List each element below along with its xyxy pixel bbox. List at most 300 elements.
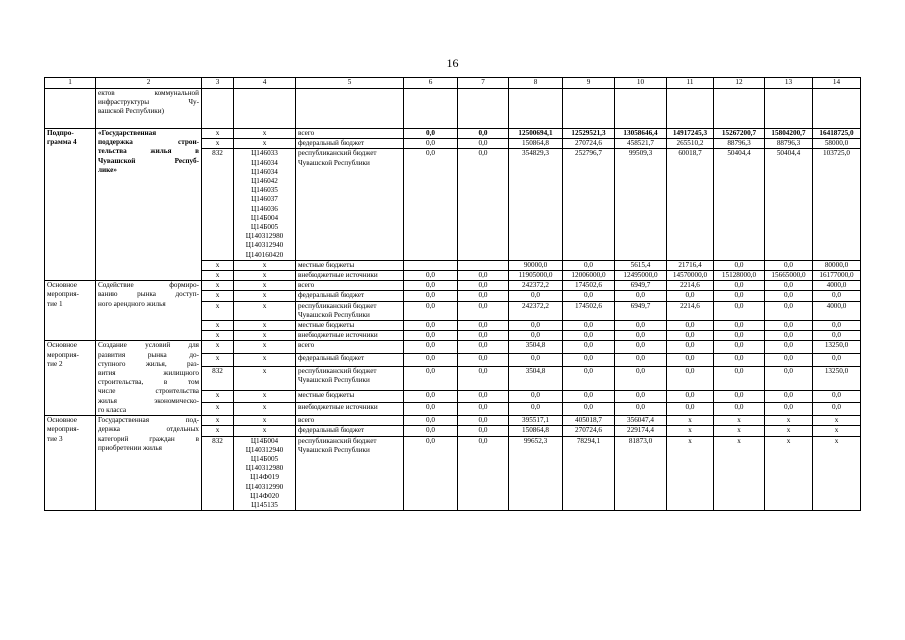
- text-line: Ц145135: [251, 500, 278, 509]
- text-line: Ц14Ф020: [250, 491, 279, 500]
- section-name-cell: [96, 416, 202, 511]
- amount-cell: 0,0: [563, 331, 615, 341]
- amount-cell: 0,0: [563, 354, 615, 367]
- budget-code-cell: x: [234, 390, 296, 403]
- budget-code-cell: x: [234, 321, 296, 331]
- empty-cell: [667, 89, 714, 129]
- amount-cell: 0,0: [765, 301, 813, 320]
- funding-source-cell: местные бюджеты: [296, 321, 404, 331]
- amount-cell: 0,0: [509, 291, 563, 301]
- amount-cell: 0,0: [458, 301, 509, 320]
- amount-cell: x: [813, 426, 861, 436]
- budget-code-cell: x: [234, 129, 296, 139]
- amount-cell: 0,0: [458, 149, 509, 260]
- text-line: Государственная под-: [98, 416, 199, 425]
- text-line: тие 2: [47, 359, 63, 368]
- ministry-code-cell: x: [202, 260, 234, 270]
- text-line: Ц146042: [251, 177, 278, 186]
- amount-cell: 0,0: [615, 321, 667, 331]
- amount-cell: 0,0: [404, 291, 458, 301]
- section-label-cell: [45, 416, 96, 511]
- budget-code-cell: x: [234, 403, 296, 416]
- text-line: держка отдельных: [98, 425, 199, 434]
- budget-code-cell: x: [234, 354, 296, 367]
- amount-cell: 13250,0: [813, 341, 861, 354]
- text-line: приобретении жилья: [98, 443, 162, 452]
- amount-cell: 0,0: [563, 260, 615, 270]
- amount-cell: 0,0: [563, 403, 615, 416]
- column-number: 1: [45, 78, 96, 89]
- amount-cell: 5615,4: [615, 260, 667, 270]
- funding-source-cell: всего: [296, 341, 404, 354]
- text-line: го класса: [98, 405, 127, 414]
- text-line: поддержка строи-: [98, 138, 199, 147]
- budget-code-cell: x: [234, 281, 296, 291]
- amount-cell: 0,0: [765, 260, 813, 270]
- amount-cell: 13058646,4: [615, 129, 667, 139]
- amount-cell: 0,0: [615, 390, 667, 403]
- amount-cell: 0,0: [404, 341, 458, 354]
- amount-cell: 0,0: [765, 341, 813, 354]
- text-line: тельства жилья в: [98, 147, 199, 156]
- empty-cell: [45, 89, 96, 129]
- column-number: 3: [202, 78, 234, 89]
- amount-cell: 81873,0: [615, 436, 667, 511]
- amount-cell: 0,0: [714, 390, 765, 403]
- amount-cell: 0,0: [404, 403, 458, 416]
- amount-cell: 50404,4: [765, 149, 813, 260]
- column-number: 4: [234, 78, 296, 89]
- amount-cell: 0,0: [765, 354, 813, 367]
- text-line: Основное: [47, 416, 77, 425]
- text-line: Ц146034: [251, 158, 278, 167]
- amount-cell: 0,0: [714, 301, 765, 320]
- budget-code-cell: x: [234, 331, 296, 341]
- amount-cell: 0,0: [765, 403, 813, 416]
- funding-source-cell: всего: [296, 416, 404, 426]
- amount-cell: 4000,0: [813, 281, 861, 291]
- column-number: 12: [714, 78, 765, 89]
- text-line: Ц146037: [251, 195, 278, 204]
- empty-cell: [563, 89, 615, 129]
- amount-cell: 16177000,0: [813, 271, 861, 281]
- amount-cell: 0,0: [563, 291, 615, 301]
- amount-cell: 60018,7: [667, 149, 714, 260]
- amount-cell: x: [813, 416, 861, 426]
- ministry-code-cell: x: [202, 331, 234, 341]
- amount-cell: 354829,3: [509, 149, 563, 260]
- amount-cell: 0,0: [615, 291, 667, 301]
- amount-cell: 21716,4: [667, 260, 714, 270]
- amount-cell: 6949,7: [615, 281, 667, 291]
- amount-cell: x: [714, 416, 765, 426]
- amount-cell: 0,0: [667, 390, 714, 403]
- amount-cell: 0,0: [714, 403, 765, 416]
- amount-cell: 0,0: [765, 331, 813, 341]
- amount-cell: 0,0: [714, 281, 765, 291]
- text-line: Ц140312940: [245, 445, 284, 454]
- amount-cell: x: [813, 436, 861, 511]
- amount-cell: x: [714, 436, 765, 511]
- amount-cell: 0,0: [615, 331, 667, 341]
- amount-cell: 80000,0: [813, 260, 861, 270]
- text-line: Ц146036: [251, 204, 278, 213]
- amount-cell: 0,0: [667, 291, 714, 301]
- amount-cell: 0,0: [667, 354, 714, 367]
- amount-cell: x: [714, 426, 765, 436]
- ministry-code-cell: x: [202, 321, 234, 331]
- amount-cell: 150864,8: [509, 139, 563, 149]
- section-label-cell: [45, 129, 96, 281]
- amount-cell: 0,0: [563, 390, 615, 403]
- budget-row: [45, 416, 861, 426]
- amount-cell: x: [765, 426, 813, 436]
- ministry-code-cell: x: [202, 271, 234, 281]
- amount-cell: 0,0: [765, 321, 813, 331]
- amount-cell: 0,0: [813, 354, 861, 367]
- funding-source-cell: местные бюджеты: [296, 260, 404, 270]
- amount-cell: 0,0: [714, 366, 765, 390]
- ministry-code-cell: x: [202, 301, 234, 320]
- ministry-code-cell: x: [202, 426, 234, 436]
- amount-cell: 88796,3: [765, 139, 813, 149]
- amount-cell: 58000,0: [813, 139, 861, 149]
- funding-source-cell: федеральный бюджет: [296, 354, 404, 367]
- amount-cell: 0,0: [458, 129, 509, 139]
- amount-cell: 458521,7: [615, 139, 667, 149]
- empty-cell: [509, 89, 563, 129]
- empty-cell: [202, 89, 234, 129]
- amount-cell: 2214,6: [667, 301, 714, 320]
- funding-source-cell: внебюджетные источники: [296, 403, 404, 416]
- text-line: Подпро-: [47, 129, 74, 137]
- ministry-code-cell: 832: [202, 436, 234, 511]
- budget-code-cell: x: [234, 416, 296, 426]
- funding-source-cell: федеральный бюджет: [296, 426, 404, 436]
- text-line: ванию рынка доступ-: [98, 290, 199, 299]
- empty-cell: [765, 89, 813, 129]
- empty-cell: [234, 89, 296, 129]
- amount-cell: 0,0: [458, 390, 509, 403]
- amount-cell: 395517,1: [509, 416, 563, 426]
- amount-cell: 0,0: [714, 260, 765, 270]
- amount-cell: 150864,8: [509, 426, 563, 436]
- ministry-code-cell: x: [202, 403, 234, 416]
- amount-cell: 4000,0: [813, 301, 861, 320]
- amount-cell: 0,0: [404, 426, 458, 436]
- amount-cell: 0,0: [458, 354, 509, 367]
- text-line: грамма 4: [47, 138, 77, 147]
- amount-cell: 265510,2: [667, 139, 714, 149]
- amount-cell: 0,0: [667, 403, 714, 416]
- amount-cell: 0,0: [765, 281, 813, 291]
- amount-cell: 0,0: [509, 390, 563, 403]
- amount-cell: 0,0: [714, 331, 765, 341]
- section-name-cell: [96, 281, 202, 341]
- text-line: Ц14Б005: [250, 223, 279, 232]
- ministry-code-cell: x: [202, 139, 234, 149]
- column-number: 5: [296, 78, 404, 89]
- amount-cell: 12500694,1: [509, 129, 563, 139]
- amount-cell: x: [667, 436, 714, 511]
- amount-cell: 0,0: [458, 366, 509, 390]
- amount-cell: 14570000,0: [667, 271, 714, 281]
- budget-code-cell: x: [234, 341, 296, 354]
- amount-cell: 0,0: [404, 149, 458, 260]
- amount-cell: x: [765, 436, 813, 511]
- column-number: 10: [615, 78, 667, 89]
- text-line: числе строительства: [98, 387, 199, 396]
- column-number: 9: [563, 78, 615, 89]
- amount-cell: 15128000,0: [714, 271, 765, 281]
- amount-cell: 0,0: [458, 271, 509, 281]
- amount-cell: x: [667, 416, 714, 426]
- amount-cell: 0,0: [458, 321, 509, 331]
- amount-cell: 0,0: [404, 301, 458, 320]
- amount-cell: 0,0: [615, 403, 667, 416]
- amount-cell: 356047,4: [615, 416, 667, 426]
- funding-source-cell: республиканский бюджет Чувашской Республики: [296, 301, 404, 320]
- amount-cell: 0,0: [458, 426, 509, 436]
- amount-cell: [404, 260, 458, 270]
- funding-source-cell: внебюджетные источники: [296, 271, 404, 281]
- text-line: Ц140312980: [245, 464, 284, 473]
- amount-cell: 0,0: [509, 403, 563, 416]
- budget-code-cell: x: [234, 291, 296, 301]
- amount-cell: 0,0: [667, 331, 714, 341]
- text-line: Основное: [47, 341, 77, 350]
- amount-cell: 0,0: [765, 291, 813, 301]
- amount-cell: 99509,3: [615, 149, 667, 260]
- amount-cell: 0,0: [404, 331, 458, 341]
- text-line: ектов коммунальной: [98, 89, 199, 97]
- amount-cell: 0,0: [404, 390, 458, 403]
- text-line: Ц140312940: [245, 241, 284, 250]
- amount-cell: 0,0: [404, 321, 458, 331]
- column-number: 11: [667, 78, 714, 89]
- amount-cell: 0,0: [458, 403, 509, 416]
- budget-codes-cell: [234, 436, 296, 511]
- text-line: Ц146033: [251, 149, 278, 158]
- amount-cell: 0,0: [813, 390, 861, 403]
- text-line: инфраструктуры Чу-: [98, 98, 199, 107]
- amount-cell: 0,0: [765, 366, 813, 390]
- ministry-code-cell: 832: [202, 366, 234, 390]
- amount-cell: 0,0: [458, 281, 509, 291]
- text-line: развития рынка до-: [98, 350, 199, 359]
- section-name-cell: [96, 129, 202, 281]
- amount-cell: 3504,8: [509, 341, 563, 354]
- amount-cell: 174502,6: [563, 281, 615, 291]
- ministry-code-cell: x: [202, 390, 234, 403]
- ministry-code-cell: x: [202, 354, 234, 367]
- amount-cell: 242372,2: [509, 281, 563, 291]
- amount-cell: 16418725,0: [813, 129, 861, 139]
- amount-cell: 12495000,0: [615, 271, 667, 281]
- amount-cell: 0,0: [458, 341, 509, 354]
- column-number: 14: [813, 78, 861, 89]
- empty-cell: [615, 89, 667, 129]
- funding-source-cell: местные бюджеты: [296, 390, 404, 403]
- amount-cell: 13250,0: [813, 366, 861, 390]
- amount-cell: 0,0: [615, 366, 667, 390]
- budget-code-cell: x: [234, 139, 296, 149]
- amount-cell: 90000,0: [509, 260, 563, 270]
- section-label-cell: [45, 281, 96, 341]
- amount-cell: 0,0: [813, 291, 861, 301]
- budget-table: [44, 77, 861, 511]
- ministry-code-cell: x: [202, 281, 234, 291]
- funding-source-cell: всего: [296, 281, 404, 291]
- amount-cell: 88796,3: [714, 139, 765, 149]
- text-line: категорий граждан в: [98, 434, 199, 443]
- amount-cell: 270724,6: [563, 426, 615, 436]
- text-line: мероприя-: [47, 290, 79, 299]
- text-line: Ц146035: [251, 186, 278, 195]
- program-name-cell: [96, 89, 202, 129]
- text-line: тие 3: [47, 434, 63, 443]
- amount-cell: 0,0: [667, 366, 714, 390]
- amount-cell: 15804200,7: [765, 129, 813, 139]
- budget-code-cell: x: [234, 426, 296, 436]
- text-line: ного арендного жилья: [98, 299, 166, 308]
- text-line: Чувашской Респуб-: [98, 156, 199, 165]
- amount-cell: 0,0: [714, 321, 765, 331]
- text-line: Ц14Ф019: [250, 473, 279, 482]
- funding-source-cell: республиканский бюджет Чувашской Республики: [296, 436, 404, 511]
- text-line: мероприя-: [47, 425, 79, 434]
- text-line: лике»: [98, 165, 117, 174]
- column-number-row: [45, 78, 861, 89]
- amount-cell: 0,0: [813, 321, 861, 331]
- text-line: вития жилищного: [98, 369, 199, 378]
- amount-cell: 0,0: [714, 354, 765, 367]
- amount-cell: x: [667, 426, 714, 436]
- amount-cell: 0,0: [509, 354, 563, 367]
- funding-source-cell: республиканский бюджет Чувашской Республики: [296, 149, 404, 260]
- text-line: Ц14Б005: [250, 454, 279, 463]
- amount-cell: [458, 260, 509, 270]
- continuation-row: [45, 89, 861, 129]
- amount-cell: 0,0: [404, 281, 458, 291]
- text-line: строительства, в том: [98, 378, 199, 387]
- column-number: 2: [96, 78, 202, 89]
- text-line: Создание условий для: [98, 341, 199, 350]
- amount-cell: 0,0: [404, 354, 458, 367]
- amount-cell: 15267200,7: [714, 129, 765, 139]
- budget-code-cell: x: [234, 271, 296, 281]
- text-line: Ц140312990: [245, 482, 284, 491]
- amount-cell: 0,0: [667, 341, 714, 354]
- amount-cell: 0,0: [765, 390, 813, 403]
- text-line: «Государственная: [98, 129, 157, 137]
- amount-cell: 99652,3: [509, 436, 563, 511]
- amount-cell: 0,0: [458, 331, 509, 341]
- amount-cell: 50404,4: [714, 149, 765, 260]
- budget-row: [45, 281, 861, 291]
- amount-cell: 15665000,0: [765, 271, 813, 281]
- amount-cell: 0,0: [458, 416, 509, 426]
- empty-cell: [404, 89, 458, 129]
- amount-cell: 78294,1: [563, 436, 615, 511]
- amount-cell: 0,0: [404, 139, 458, 149]
- section-name-cell: [96, 341, 202, 416]
- empty-cell: [714, 89, 765, 129]
- ministry-code-cell: x: [202, 341, 234, 354]
- text-line: Ц14Б004: [250, 213, 279, 222]
- budget-code-cell: x: [234, 301, 296, 320]
- amount-cell: 242372,2: [509, 301, 563, 320]
- ministry-code-cell: x: [202, 291, 234, 301]
- amount-cell: 270724,6: [563, 139, 615, 149]
- amount-cell: 229174,4: [615, 426, 667, 436]
- text-line: Ц140312980: [245, 232, 284, 241]
- amount-cell: 2214,6: [667, 281, 714, 291]
- funding-source-cell: республиканский бюджет Чувашской Республики: [296, 366, 404, 390]
- column-number: 8: [509, 78, 563, 89]
- amount-cell: 252796,7: [563, 149, 615, 260]
- amount-cell: 12529521,3: [563, 129, 615, 139]
- text-line: мероприя-: [47, 350, 79, 359]
- budget-row: [45, 341, 861, 354]
- amount-cell: 0,0: [458, 291, 509, 301]
- amount-cell: 0,0: [404, 271, 458, 281]
- amount-cell: 174502,6: [563, 301, 615, 320]
- amount-cell: 0,0: [404, 129, 458, 139]
- amount-cell: 0,0: [509, 331, 563, 341]
- amount-cell: 6949,7: [615, 301, 667, 320]
- budget-code-cell: x: [234, 260, 296, 270]
- column-number: 7: [458, 78, 509, 89]
- text-line: Основное: [47, 281, 77, 290]
- amount-cell: 405018,7: [563, 416, 615, 426]
- funding-source-cell: всего: [296, 129, 404, 139]
- amount-cell: 11905000,0: [509, 271, 563, 281]
- empty-cell: [813, 89, 861, 129]
- text-line: жилья экономическо-: [98, 396, 199, 405]
- amount-cell: 0,0: [714, 341, 765, 354]
- amount-cell: 0,0: [563, 366, 615, 390]
- ministry-code-cell: x: [202, 129, 234, 139]
- empty-cell: [458, 89, 509, 129]
- text-line: тие 1: [47, 299, 63, 308]
- funding-source-cell: федеральный бюджет: [296, 139, 404, 149]
- amount-cell: x: [765, 416, 813, 426]
- amount-cell: 0,0: [813, 331, 861, 341]
- budget-codes-cell: [234, 149, 296, 260]
- amount-cell: 0,0: [404, 416, 458, 426]
- amount-cell: 0,0: [509, 321, 563, 331]
- amount-cell: 0,0: [615, 354, 667, 367]
- text-line: Ц146034: [251, 167, 278, 176]
- amount-cell: 103725,0: [813, 149, 861, 260]
- funding-source-cell: внебюджетные источники: [296, 331, 404, 341]
- amount-cell: 0,0: [563, 341, 615, 354]
- page-number: 16: [446, 56, 459, 70]
- amount-cell: 0,0: [404, 366, 458, 390]
- text-line: Ц140160420: [245, 250, 284, 259]
- text-line: ступного жилья, раз-: [98, 359, 199, 368]
- amount-cell: 3504,8: [509, 366, 563, 390]
- budget-row: [45, 129, 861, 139]
- funding-source-cell: федеральный бюджет: [296, 291, 404, 301]
- column-number: 6: [404, 78, 458, 89]
- amount-cell: 0,0: [714, 291, 765, 301]
- amount-cell: 0,0: [563, 321, 615, 331]
- amount-cell: 0,0: [458, 436, 509, 511]
- empty-cell: [296, 89, 404, 129]
- text-line: вашской Республики): [98, 107, 165, 116]
